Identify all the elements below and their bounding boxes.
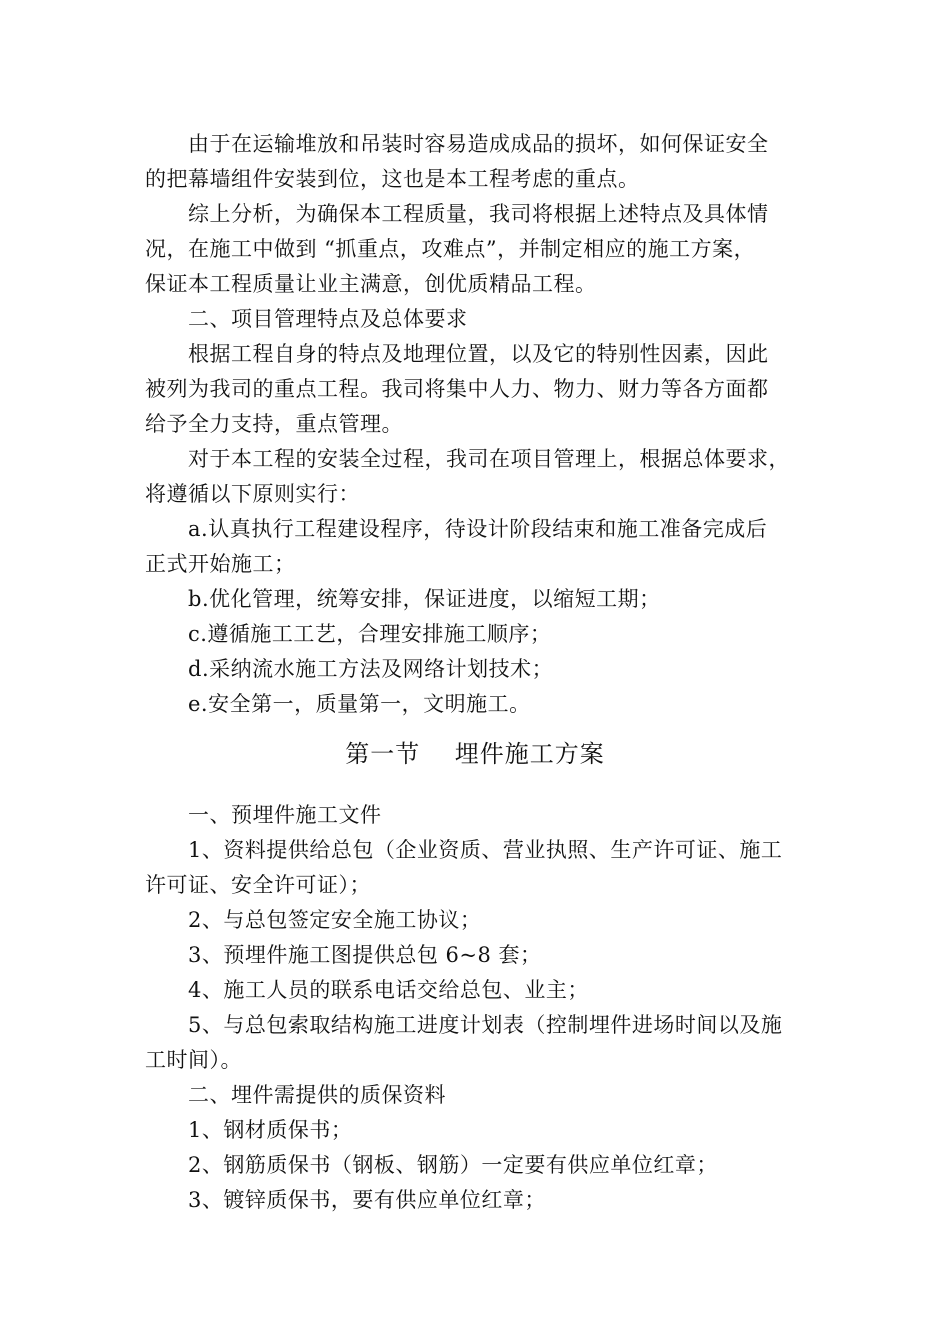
- list-item: 3、预埋件施工图提供总包 6~8 套；: [188, 943, 542, 967]
- principle-c: c.遵循施工工艺，合理安排施工顺序；: [188, 622, 552, 646]
- list-item: 4、施工人员的联系电话交给总包、业主；: [188, 978, 589, 1002]
- paragraph-line: 给予全力支持，重点管理。: [145, 412, 403, 436]
- principle-a-cont: 正式开始施工；: [145, 552, 296, 576]
- list-item: 2、钢筋质保书（钢板、钢筋）一定要有供应单位红章；: [188, 1153, 718, 1177]
- principle-a: a.认真执行工程建设程序，待设计阶段结束和施工准备完成后: [188, 517, 768, 541]
- list-item-cont: 工时间）。: [145, 1048, 242, 1072]
- list-item: 2、与总包签定安全施工协议；: [188, 908, 482, 932]
- paragraph-line: 综上分析，为确保本工程质量，我司将根据上述特点及具体情: [188, 202, 769, 226]
- list-item: 1、资料提供给总包（企业资质、营业执照、生产许可证、施工: [188, 838, 783, 862]
- list-item: 3、镀锌质保书，要有供应单位红章；: [188, 1188, 546, 1212]
- subheading-quality: 二、埋件需提供的质保资料: [188, 1083, 446, 1107]
- paragraph-line: 的把幕墙组件安装到位，这也是本工程考虑的重点。: [145, 167, 640, 191]
- list-item: 5、与总包索取结构施工进度计划表（控制埋件进场时间以及施: [188, 1013, 783, 1037]
- subheading-management: 二、项目管理特点及总体要求: [188, 307, 468, 331]
- principle-e: e.安全第一，质量第一，文明施工。: [188, 692, 531, 716]
- principle-b: b.优化管理，统筹安排，保证进度，以缩短工期；: [188, 587, 661, 611]
- paragraph-line: 况，在施工中做到 “抓重点，攻难点”，并制定相应的施工方案，: [145, 237, 756, 261]
- list-item: 1、钢材质保书；: [188, 1118, 353, 1142]
- paragraph-line: 由于在运输堆放和吊装时容易造成成品的损坏，如何保证安全: [188, 132, 769, 156]
- section-title: 第一节 埋件施工方案: [345, 740, 605, 768]
- paragraph-line: 保证本工程质量让业主满意，创优质精品工程。: [145, 272, 597, 296]
- principle-d: d.采纳流水施工方法及网络计划技术；: [188, 657, 554, 681]
- paragraph-line: 根据工程自身的特点及地理位置，以及它的特别性因素，因此: [188, 342, 769, 366]
- paragraph-line: 被列为我司的重点工程。我司将集中人力、物力、财力等各方面都: [145, 377, 769, 401]
- paragraph-line: 对于本工程的安装全过程，我司在项目管理上，根据总体要求，: [188, 447, 790, 471]
- paragraph-line: 将遵循以下原则实行：: [145, 482, 360, 506]
- subheading-files: 一、预埋件施工文件: [188, 803, 382, 827]
- list-item-cont: 许可证、安全许可证）；: [145, 873, 371, 897]
